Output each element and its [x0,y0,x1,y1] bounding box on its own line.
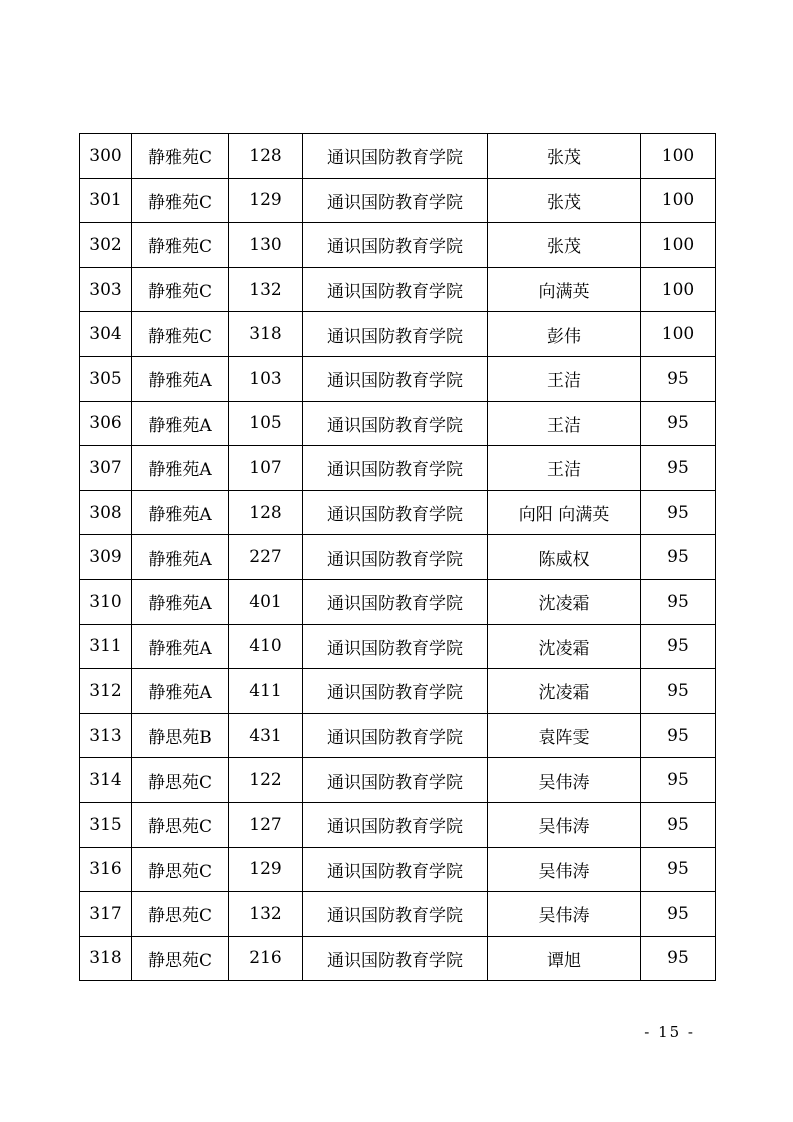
page-number: - 15 - [644,1023,695,1041]
score-cell: 95 [641,446,716,491]
score-cell: 95 [641,936,716,981]
college-cell: 通识国防教育学院 [303,356,488,401]
room-number-cell: 129 [229,847,303,892]
room-number-cell: 410 [229,624,303,669]
table-row [80,936,716,981]
room-number-cell: 132 [229,267,303,312]
row-number-cell: 304 [80,312,132,357]
responsible-person-cell: 吴伟涛 [488,802,641,847]
table-row [80,758,716,803]
score-cell: 95 [641,535,716,580]
room-number-cell: 122 [229,758,303,803]
row-number-cell: 303 [80,267,132,312]
room-number-cell: 216 [229,936,303,981]
responsible-person-cell: 吴伟涛 [488,892,641,937]
building-cell: 静雅苑C [132,223,229,268]
table-row [80,446,716,491]
score-cell: 100 [641,223,716,268]
building-cell: 静思苑C [132,847,229,892]
score-cell: 95 [641,669,716,714]
row-number-cell: 312 [80,669,132,714]
room-number-cell: 129 [229,178,303,223]
score-cell: 100 [641,178,716,223]
score-cell: 95 [641,847,716,892]
score-cell: 95 [641,758,716,803]
table-row [80,802,716,847]
score-cell: 95 [641,892,716,937]
room-number-cell: 411 [229,669,303,714]
responsible-person-cell: 吴伟涛 [488,847,641,892]
building-cell: 静思苑B [132,713,229,758]
responsible-person-cell: 沈凌霜 [488,669,641,714]
score-cell: 95 [641,490,716,535]
table-row [80,401,716,446]
row-number-cell: 309 [80,535,132,580]
responsible-person-cell: 谭旭 [488,936,641,981]
row-number-cell: 315 [80,802,132,847]
room-number-cell: 130 [229,223,303,268]
building-cell: 静雅苑A [132,669,229,714]
college-cell: 通识国防教育学院 [303,713,488,758]
college-cell: 通识国防教育学院 [303,267,488,312]
college-cell: 通识国防教育学院 [303,223,488,268]
college-cell: 通识国防教育学院 [303,669,488,714]
college-cell: 通识国防教育学院 [303,936,488,981]
row-number-cell: 317 [80,892,132,937]
table-row [80,267,716,312]
responsible-person-cell: 王洁 [488,446,641,491]
college-cell: 通识国防教育学院 [303,624,488,669]
college-cell: 通识国防教育学院 [303,579,488,624]
building-cell: 静雅苑A [132,446,229,491]
table-row [80,356,716,401]
responsible-person-cell: 张茂 [488,134,641,179]
responsible-person-cell: 陈威权 [488,535,641,580]
score-cell: 100 [641,267,716,312]
table-row [80,892,716,937]
college-cell: 通识国防教育学院 [303,134,488,179]
college-cell: 通识国防教育学院 [303,178,488,223]
score-cell: 95 [641,401,716,446]
score-cell: 95 [641,624,716,669]
row-number-cell: 310 [80,579,132,624]
table-row [80,535,716,580]
responsible-person-cell: 张茂 [488,223,641,268]
row-number-cell: 313 [80,713,132,758]
row-number-cell: 307 [80,446,132,491]
building-cell: 静雅苑A [132,624,229,669]
college-cell: 通识国防教育学院 [303,490,488,535]
room-number-cell: 127 [229,802,303,847]
room-number-cell: 103 [229,356,303,401]
table-row [80,669,716,714]
row-number-cell: 308 [80,490,132,535]
row-number-cell: 302 [80,223,132,268]
row-number-cell: 300 [80,134,132,179]
dormitory-score-table [79,133,716,981]
college-cell: 通识国防教育学院 [303,802,488,847]
responsible-person-cell: 沈凌霜 [488,579,641,624]
row-number-cell: 318 [80,936,132,981]
building-cell: 静雅苑A [132,579,229,624]
building-cell: 静雅苑A [132,401,229,446]
room-number-cell: 431 [229,713,303,758]
responsible-person-cell: 沈凌霜 [488,624,641,669]
building-cell: 静雅苑C [132,178,229,223]
row-number-cell: 316 [80,847,132,892]
building-cell: 静思苑C [132,758,229,803]
room-number-cell: 128 [229,134,303,179]
college-cell: 通识国防教育学院 [303,535,488,580]
table-row [80,178,716,223]
responsible-person-cell: 吴伟涛 [488,758,641,803]
table-row [80,847,716,892]
college-cell: 通识国防教育学院 [303,847,488,892]
table-row [80,713,716,758]
building-cell: 静思苑C [132,892,229,937]
table-row [80,312,716,357]
table-row [80,134,716,179]
score-cell: 95 [641,356,716,401]
room-number-cell: 401 [229,579,303,624]
row-number-cell: 301 [80,178,132,223]
table-row [80,223,716,268]
college-cell: 通识国防教育学院 [303,892,488,937]
row-number-cell: 311 [80,624,132,669]
table-body [80,134,716,981]
score-cell: 95 [641,579,716,624]
score-cell: 100 [641,134,716,179]
responsible-person-cell: 张茂 [488,178,641,223]
room-number-cell: 318 [229,312,303,357]
building-cell: 静雅苑C [132,312,229,357]
college-cell: 通识国防教育学院 [303,758,488,803]
score-cell: 95 [641,802,716,847]
responsible-person-cell: 彭伟 [488,312,641,357]
row-number-cell: 306 [80,401,132,446]
room-number-cell: 105 [229,401,303,446]
room-number-cell: 128 [229,490,303,535]
responsible-person-cell: 向满英 [488,267,641,312]
score-cell: 95 [641,713,716,758]
room-number-cell: 227 [229,535,303,580]
building-cell: 静思苑C [132,802,229,847]
table-row [80,490,716,535]
college-cell: 通识国防教育学院 [303,446,488,491]
row-number-cell: 314 [80,758,132,803]
row-number-cell: 305 [80,356,132,401]
building-cell: 静雅苑C [132,134,229,179]
room-number-cell: 132 [229,892,303,937]
college-cell: 通识国防教育学院 [303,401,488,446]
building-cell: 静雅苑A [132,490,229,535]
building-cell: 静雅苑A [132,356,229,401]
responsible-person-cell: 王洁 [488,356,641,401]
building-cell: 静雅苑A [132,535,229,580]
building-cell: 静雅苑C [132,267,229,312]
college-cell: 通识国防教育学院 [303,312,488,357]
responsible-person-cell: 袁阵雯 [488,713,641,758]
responsible-person-cell: 向阳 向满英 [488,490,641,535]
table-row [80,624,716,669]
responsible-person-cell: 王洁 [488,401,641,446]
score-cell: 100 [641,312,716,357]
building-cell: 静思苑C [132,936,229,981]
table-row [80,579,716,624]
room-number-cell: 107 [229,446,303,491]
